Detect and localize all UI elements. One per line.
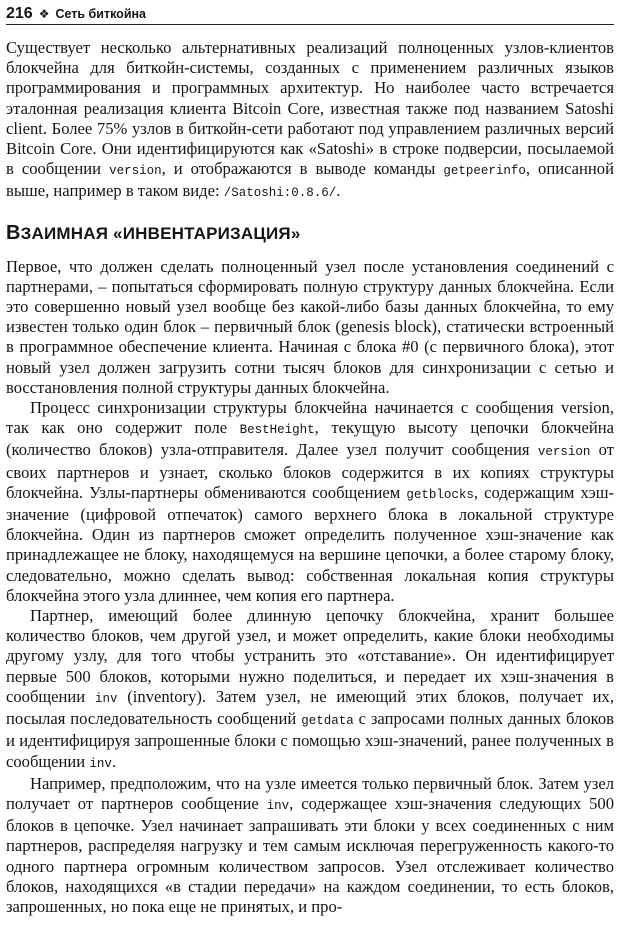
text-run: . [111, 751, 117, 771]
inline-code: inv [94, 691, 118, 706]
text-run: Партнер, имеющий более длинную цепочку блокчейна, хранит большее количество блоков, чем другой узел, и может определить, какие блоки необходимы другому узлу, для того чтобы устранить это «отставание». Он идентифицирует первые 500 блоков, которыми нужно поделиться, и передает их хэш-значения в сообщении [6, 606, 614, 706]
inline-code: version [109, 164, 162, 179]
inline-code: version [537, 445, 591, 460]
text-run: Например, предположим, что на узле имеется только первичный блок. Затем узел получает от партнеров сообщение [6, 773, 614, 813]
running-header [6, 0, 614, 25]
paragraph-longer-chain [6, 606, 614, 774]
text-run: . [336, 181, 341, 201]
ornament-icon: ❖ [38, 7, 50, 21]
paragraph-implementations [6, 38, 614, 204]
paragraph-sync-process [6, 398, 614, 606]
text-run: с запросами полных данных блоков и идентифицируя запрошенные блоки с помощью хэш-значений, ранее полученных в сообщении [6, 709, 614, 771]
page-number: 216 [6, 5, 33, 22]
inline-code: BestHeight [239, 423, 315, 438]
text-run: , и отображаются в выводе команды [161, 159, 444, 179]
text-run: , содержащее хэш-значения следующих 500 блоков в цепочке. Узел начинает запрашивать эти блоки у всех соединенных с ним партнеров, распределяя нагрузку и тем самым исключая перегруженность какого-то одного партнера огромным количеством запросов. Узел отслеживает количество блоков, находящихся «в стадии передачи» на каждом соединении, то есть блоков, запрошенных, но пока еще не принятых, и про- [6, 793, 614, 916]
text-run: от своих партнеров и узнает, сколько блоков содержится в их копиях структуры блокчейна. Узлы-партнеры обмениваются сообщением [6, 440, 614, 502]
inline-code: inv [89, 756, 112, 771]
inline-code: getpeerinfo [443, 164, 526, 179]
inline-code: /Satoshi:0.8.6/ [223, 186, 337, 201]
paragraph-sync-intro: Первое, что должен сделать полноценный узел после установления соединений с партнерами, – попытаться сформировать полную структуру данных блокчейна. Если это совершенно новый узел вообще без какой-либо базы данных блокчейна, то ему известен только один блок – первичный блок (genesis block), статически встроенный в программное обеспечение клиента. Начиная с блока #0 (с первичного блока), этот новый узел должен загрузить сотни тысяч блоков для синхронизации с сетью и восстановления полной структуры данных блокчейна. [6, 256, 614, 397]
book-page [6, 0, 614, 933]
inline-code: getdata [301, 714, 354, 729]
page-body [6, 38, 614, 917]
text-run: , описанной выше, например в таком виде: [6, 159, 614, 201]
text-run: , содержащим хэш-значение (цифровой отпечаток) самого верхнего блока в локальной структуре блокчейна. Один из партнеров сможет определить полученное хэш-значение как принадлежащее не блоку, находящемуся на вершине цепочки, а более старому блоку, следовательно, можно сделать вывод: собственная локальная копия структуры блокчейна этого узла длиннее, чем копия его партнера. [6, 482, 614, 605]
chapter-title: Сеть биткойна [55, 7, 147, 21]
heading-initial: В [6, 221, 21, 244]
paragraph-example [6, 774, 614, 917]
text-run: , текущую высоту цепочки блокчейна (количество блоков) узла-отправителя. Далее узел получит сообщения [6, 418, 614, 460]
text-run: (inventory). Затем узел, не имеющий этих блоков, получает их, посылая последовательность сообщений [6, 686, 614, 729]
heading-text: ЗАИМНАЯ «ИНВЕНТАРИЗАЦИЯ» [20, 223, 301, 243]
inline-code: inv [266, 798, 290, 813]
inline-code: getblocks [406, 487, 474, 502]
text-run: Процесс синхронизации структуры блокчейна начинается с сообщения version, так как оно содержит поле [6, 398, 614, 438]
section-heading [6, 220, 614, 247]
text-run: Существует несколько альтернативных реализаций полноценных узлов-клиентов блокчейна для биткойн-системы, созданных с применением различных языков программирования и программных архитектур. Но наиболее часто встречается эталонная реализация клиента Bitcoin Core, известная также под названием Satoshi client. Более 75% узлов в биткойн-сети работают под управлением различных версий Bitcoin Core. Они идентифицируются как «Satoshi» в строке подверсии, посылаемой в сообщении [6, 38, 614, 179]
